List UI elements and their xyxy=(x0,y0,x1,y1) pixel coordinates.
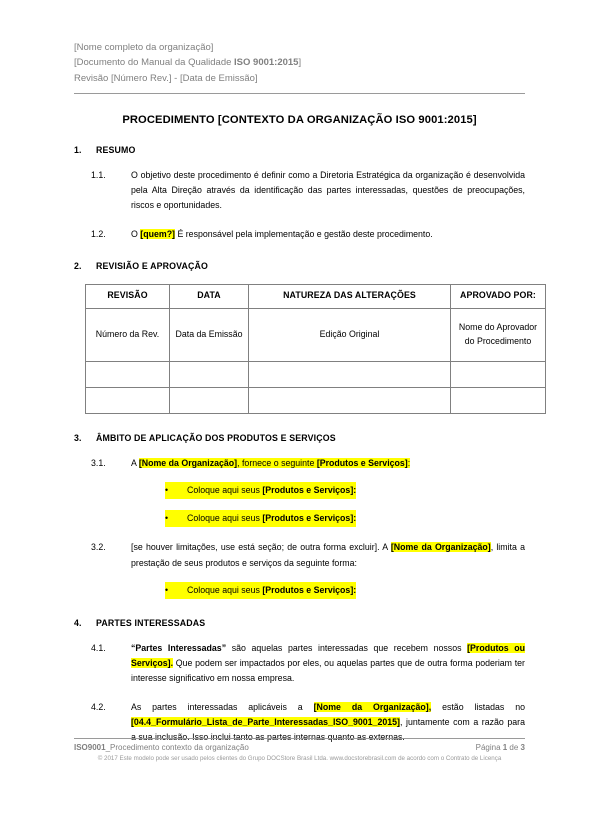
list-item xyxy=(74,582,525,599)
header-manual-prefix: [Documento do Manual da Qualidade xyxy=(74,57,235,69)
table-cell-data[interactable]: Data da Emissão xyxy=(170,308,249,361)
table-cell-revisao[interactable]: Número da Rev. xyxy=(86,308,170,361)
table-cell-aprovado[interactable] xyxy=(451,361,546,387)
clause-1-1 xyxy=(74,168,525,214)
list-item xyxy=(74,510,525,527)
table-header-row xyxy=(86,284,546,308)
footer-document-reference xyxy=(74,743,249,752)
clause-3-1 xyxy=(74,456,525,471)
footer-page-number xyxy=(476,743,525,752)
placeholder-nome-organizacao: [Nome da Organização] xyxy=(138,457,238,468)
section-1-resumo xyxy=(74,145,525,155)
footer-standard-code: ISO9001 xyxy=(74,743,106,752)
clause-4-1-text xyxy=(131,641,525,687)
footer-document-name: _Procedimento contexto da organização xyxy=(105,743,249,752)
clause-1-2-text xyxy=(131,227,525,242)
section-2-revisao-aprovacao xyxy=(74,261,525,271)
header-divider xyxy=(74,93,525,94)
clause-3-1-number: 3.1. xyxy=(91,457,106,468)
reference-formulario-lista-partes-interessadas: [04.4_Formulário_Lista_de_Parte_Interessadas_ISO_9001_2015] xyxy=(131,716,400,727)
clause-3-2-prefix: [se houver limitações, use está seção; de outra forma excluir]. A xyxy=(131,542,391,553)
document-content xyxy=(74,40,538,745)
table-row xyxy=(86,387,546,413)
section-4-number: 4. xyxy=(74,617,82,628)
section-1-heading: RESUMO xyxy=(96,144,136,155)
footer-divider xyxy=(74,738,525,739)
placeholder-produtos-servicos: [Produtos e Serviços] xyxy=(316,457,408,468)
table-row xyxy=(86,308,546,361)
placeholder-nome-organizacao: [Nome da Organização] xyxy=(390,542,491,553)
clause-4-1-suffix: Que podem ser impactados por eles, ou aquelas partes que de outra forma poderiam ter interesse significativo em nossa empresa. xyxy=(131,658,525,684)
header-organization-name: [Nome completo da organização] xyxy=(74,42,214,53)
document-footer xyxy=(74,738,525,762)
placeholder-nome-organizacao: [Nome da Organização], xyxy=(313,701,432,712)
table-cell-natureza[interactable]: Edição Original xyxy=(249,308,451,361)
placeholder-produtos-ou-servicos: [Produtos ou Serviços]. xyxy=(131,642,526,669)
footer-primary-line xyxy=(74,743,525,752)
table-cell-aprovado[interactable]: Nome do Aprovador do Procedimento xyxy=(451,308,546,361)
section-3-ambito-aplicacao xyxy=(74,433,525,443)
bullet-text-plain: Coloque aqui seus xyxy=(187,584,263,595)
bullet-text xyxy=(187,482,356,499)
bullet-text-placeholder: [Produtos e Serviços]: xyxy=(262,513,357,524)
bullet-text-plain: Coloque aqui seus xyxy=(187,484,263,495)
header-revision-line: Revisão [Número Rev.] - [Data de Emissão] xyxy=(74,72,258,84)
bullet-marker: • xyxy=(165,510,187,527)
clause-1-2 xyxy=(74,227,525,242)
footer-copyright: © 2017 Este modelo pode ser usado pelos clientes do Grupo DOCStore Brasil Ltda. www.docstorebrasil.com de acordo com o Contrato de Licença xyxy=(97,755,502,762)
section-4-heading: PARTES INTERESSADAS xyxy=(96,617,206,628)
bullet-text-placeholder: [Produtos e Serviços]: xyxy=(262,484,357,495)
clause-3-1-suffix: : xyxy=(407,457,411,468)
clause-4-2-prefix: As partes interessadas aplicáveis a xyxy=(131,701,314,712)
header-iso-standard: ISO 9001:2015 xyxy=(234,57,299,69)
bullet-marker: • xyxy=(165,582,187,599)
bullet-text xyxy=(187,510,356,527)
header-manual-reference xyxy=(74,55,525,70)
clause-1-2-number: 1.2. xyxy=(91,228,106,239)
footer-page-prefix: Página xyxy=(475,743,503,752)
table-cell-natureza[interactable] xyxy=(249,387,451,413)
clause-4-1 xyxy=(74,641,525,687)
table-cell-revisao[interactable] xyxy=(86,387,170,413)
page-title: PROCEDIMENTO [CONTEXTO DA ORGANIZAÇÃO ISO 9001:2015] xyxy=(122,113,477,126)
clause-1-1-text: O objetivo deste procedimento é definir como a Diretoria Estratégica da organização é desenvolvida pela Alta Direção através da identificação das partes interessadas, questões de preocupações, riscos e oportunidades. xyxy=(131,169,525,211)
table-cell-data[interactable] xyxy=(170,387,249,413)
clause-3-2 xyxy=(74,540,525,570)
table-header-data: DATA xyxy=(170,284,249,308)
section-1-number: 1. xyxy=(74,144,82,155)
header-manual-suffix: ] xyxy=(298,57,302,69)
clause-4-1-term: “Partes Interessadas” xyxy=(131,642,227,653)
section-2-number: 2. xyxy=(74,260,82,271)
revision-approval-table xyxy=(85,284,546,414)
clause-3-2-number: 3.2. xyxy=(91,542,106,553)
clause-4-2-middle: estão listadas no xyxy=(431,701,525,712)
section-4-partes-interessadas xyxy=(74,618,525,628)
table-row xyxy=(86,361,546,387)
placeholder-quem: [quem?] xyxy=(140,228,175,239)
clause-3-1-prefix: A xyxy=(131,457,139,468)
bullet-marker: • xyxy=(165,482,187,499)
table-header-aprovado: APROVADO POR: xyxy=(451,284,546,308)
section-3-heading: ÂMBITO DE APLICAÇÃO DOS PRODUTOS E SERVIÇOS xyxy=(96,432,336,443)
clause-1-2-prefix: O xyxy=(131,228,141,239)
clause-3-2-text xyxy=(131,540,525,570)
table-header-revisao: REVISÃO xyxy=(86,284,170,308)
clause-3-1-middle: , fornece o seguinte xyxy=(237,457,317,468)
bullet-text-plain: Coloque aqui seus xyxy=(187,513,263,524)
section-3-number: 3. xyxy=(74,432,82,443)
clause-3-2-suffix: , limita a prestação de seus produtos e serviços da seguinte forma: xyxy=(131,542,525,568)
table-cell-revisao[interactable] xyxy=(86,361,170,387)
table-cell-aprovado[interactable] xyxy=(451,387,546,413)
clause-1-2-suffix: É responsável pela implementação e gestão deste procedimento. xyxy=(175,228,433,239)
table-cell-data[interactable] xyxy=(170,361,249,387)
clause-4-1-prefix: são aquelas partes interessadas que recebem nossos xyxy=(226,642,468,653)
footer-page-current: 1 xyxy=(502,743,508,752)
clause-4-2-suffix: , juntamente com a razão para a sua inclusão. Isso inclui tanto as partes internas quanto as externas. xyxy=(131,716,525,742)
document-header xyxy=(74,40,525,86)
footer-page-middle: de xyxy=(507,743,521,752)
table-header-natureza: NATUREZA DAS ALTERAÇÕES xyxy=(249,284,451,308)
clause-1-1-number: 1.1. xyxy=(91,169,106,180)
bullet-text-placeholder: [Produtos e Serviços]: xyxy=(262,584,357,595)
clause-3-1-text xyxy=(131,456,525,471)
section-2-heading: REVISIÃO E APROVAÇÃO xyxy=(96,260,208,271)
clause-4-2-number: 4.2. xyxy=(91,701,106,712)
footer-page-total: 3 xyxy=(520,743,525,752)
list-item xyxy=(74,482,525,499)
table-cell-natureza[interactable] xyxy=(249,361,451,387)
bullet-text xyxy=(187,582,356,599)
clause-4-1-number: 4.1. xyxy=(91,642,106,653)
